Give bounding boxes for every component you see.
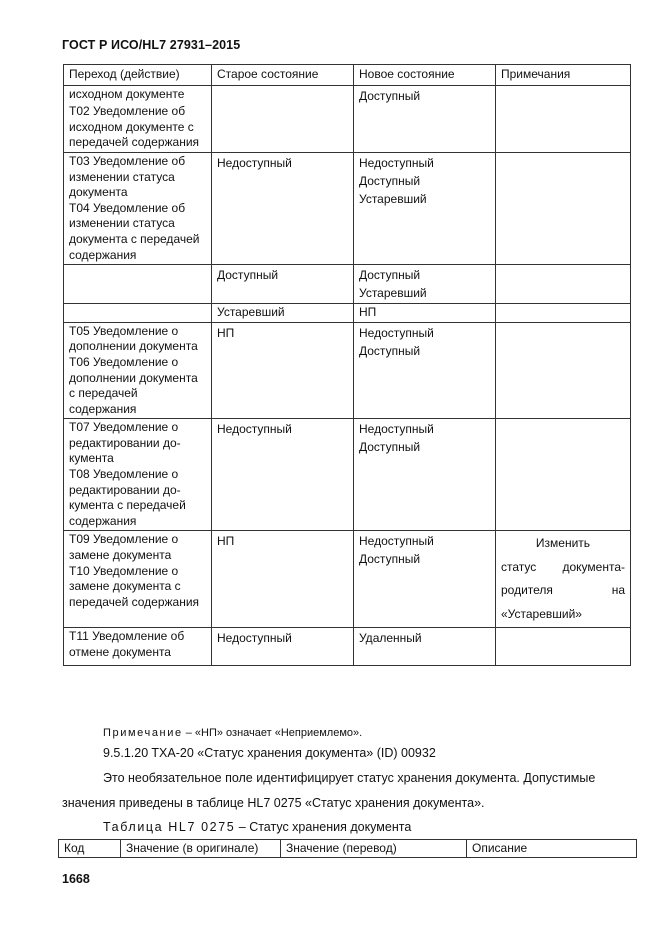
state-value: Доступный (359, 173, 421, 188)
state-value: НП (359, 305, 377, 320)
note-cell (496, 531, 631, 628)
column-header-value-translation: Значение (перевод) (281, 840, 467, 858)
state-value: Удаленный (359, 631, 422, 646)
transition-cell (64, 322, 212, 419)
transition-text: Т04 Уведомление об изменении статуса документа с передачей содержания (69, 200, 200, 262)
transition-cell (64, 304, 212, 323)
note-text: «Устаревший» (501, 606, 582, 621)
transition-text: Т02 Уведомление об исходном документе с передачей содержания (69, 104, 200, 150)
state-value: Доступный (359, 440, 421, 455)
state-value: Недоступный (217, 631, 292, 646)
table-footnote (103, 727, 362, 739)
transition-text: Т07 Уведомление о редактировании документа (69, 420, 181, 466)
state-value: Доступный (359, 343, 421, 358)
column-header-notes: Примечания (496, 65, 631, 86)
state-value: Недоступный (359, 534, 434, 549)
note-cell (496, 304, 631, 323)
table-row (64, 419, 631, 531)
table-row (64, 531, 631, 628)
state-value: Недоступный (359, 155, 434, 170)
new-state-cell (354, 628, 496, 665)
state-value: Недоступный (359, 422, 434, 437)
note-cell (496, 628, 631, 665)
table-caption-label: Таблица HL7 0275 (103, 820, 236, 834)
state-value: Устаревший (359, 286, 427, 301)
transition-cell (64, 419, 212, 531)
column-header-transition: Переход (действие) (64, 65, 212, 86)
note-text: статус документа- (501, 559, 625, 574)
transition-cell (64, 628, 212, 665)
document-header: ГОСТ Р ИСО/HL7 27931–2015 (62, 38, 241, 52)
new-state-cell (354, 322, 496, 419)
storage-status-table (58, 839, 637, 858)
new-state-cell (354, 265, 496, 304)
table-row (64, 322, 631, 419)
state-value: Недоступный (217, 155, 292, 170)
transition-text: Т03 Уведомление об изменении статуса документа (69, 153, 186, 200)
note-cell (496, 152, 631, 264)
column-header-new-state: Новое состояние (354, 65, 496, 86)
state-value: Недоступный (217, 422, 292, 437)
new-state-cell (354, 85, 496, 152)
transition-text: Т05 Уведомление о дополнении документа (69, 323, 198, 354)
column-header-old-state: Старое состояние (212, 65, 354, 86)
footnote-label: Примечание (103, 727, 183, 739)
state-value: НП (217, 325, 235, 340)
column-header-code: Код (59, 840, 121, 858)
note-cell (496, 322, 631, 419)
note-text: Изменить (535, 536, 591, 551)
note-cell (496, 419, 631, 531)
transition-text: Т09 Уведомление о замене документа (69, 532, 179, 563)
paragraph-text: значения приведены в таблице HL7 0275 «Статус хранения документа». (62, 796, 485, 810)
table-row (64, 265, 631, 304)
old-state-cell (212, 322, 354, 419)
transition-text: Т06 Уведомление о дополнении документа с передачей содержания (69, 354, 198, 416)
page-number: 1668 (62, 872, 90, 886)
old-state-cell (212, 85, 354, 152)
transition-text: Т10 Уведомление о замене документа с передачей содержания (69, 563, 200, 609)
old-state-cell (212, 152, 354, 264)
old-state-cell (212, 419, 354, 531)
table-row (64, 85, 631, 152)
new-state-cell (354, 152, 496, 264)
transition-text: исходном документе (69, 86, 185, 101)
old-state-cell (212, 628, 354, 665)
footnote-text: – «НП» означает «Неприемлемо». (182, 727, 363, 739)
transition-text: Т08 Уведомление о редактировании документа с передачей содержания (69, 467, 186, 528)
state-value: Доступный (359, 88, 421, 103)
section-heading: 9.5.1.20 TXA-20 «Статус хранения документа» (ID) 00932 (103, 746, 436, 760)
table-caption-text: – Статус хранения документа (235, 820, 412, 834)
new-state-cell (354, 304, 496, 323)
transition-cell (64, 531, 212, 628)
note-text: родителя на (501, 583, 625, 598)
state-value: Доступный (217, 268, 279, 283)
table-row (64, 152, 631, 264)
state-value: Устаревший (217, 305, 285, 320)
table-caption (103, 820, 411, 834)
state-value: Недоступный (359, 325, 434, 340)
table-row (64, 304, 631, 323)
transition-table (63, 64, 631, 666)
state-value: НП (217, 534, 235, 549)
column-header-description: Описание (467, 840, 637, 858)
state-value: Доступный (359, 552, 421, 567)
transition-cell (64, 152, 212, 264)
note-cell (496, 265, 631, 304)
transition-cell (64, 265, 212, 304)
paragraph-text: Это необязательное поле идентифицирует статус хранения документа. Допустимые (103, 771, 596, 785)
new-state-cell (354, 531, 496, 628)
new-state-cell (354, 419, 496, 531)
state-value: Устаревший (359, 191, 427, 206)
table-header-row (64, 65, 631, 86)
note-cell (496, 85, 631, 152)
column-header-value-original: Значение (в оригинале) (121, 840, 281, 858)
old-state-cell (212, 265, 354, 304)
table-header-row (59, 840, 637, 858)
old-state-cell (212, 531, 354, 628)
transition-text: Т11 Уведомление об отмене документа (69, 629, 185, 660)
old-state-cell (212, 304, 354, 323)
table-row (64, 628, 631, 665)
state-value: Доступный (359, 268, 421, 283)
transition-cell (64, 85, 212, 152)
